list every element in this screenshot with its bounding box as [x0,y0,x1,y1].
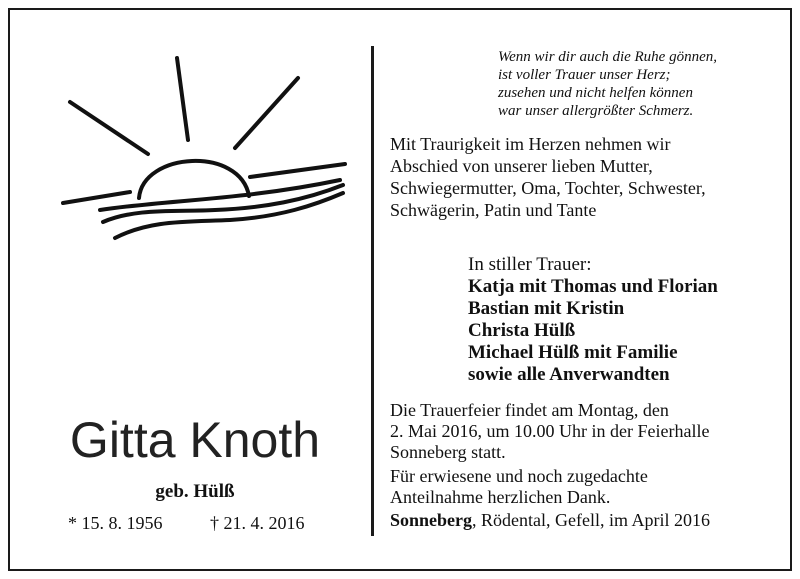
poem-line: ist voller Trauer unser Herz; [498,67,671,83]
place-rest: , Rödental, Gefell, im April 2016 [472,510,710,530]
funeral-line: Die Trauerfeier findet am Montag, den [390,400,669,420]
birth-date: * 15. 8. 1956 [68,513,163,533]
birth-name: geb. Hülß [155,481,235,502]
mourner-name: Katja mit Thomas und Florian [468,276,718,297]
sunset-sun-icon [55,50,355,250]
mourners-heading: In stiller Trauer: [468,254,592,275]
deceased-name: Gitta Knoth [69,412,321,468]
funeral-line: Sonneberg statt. [390,442,506,462]
funeral-info [390,400,785,463]
mourner-name: Christa Hülß [468,320,576,341]
death-date: † 21. 4. 2016 [210,513,305,533]
farewell-line: Mit Traurigkeit im Herzen nehmen wir [390,134,671,154]
thanks-text [390,466,785,508]
mourner-name: Michael Hülß mit Familie [468,342,678,363]
column-divider [371,46,374,536]
place-date-line [390,509,790,531]
funeral-line: 2. Mai 2016, um 10.00 Uhr in der Feierhalle [390,421,710,441]
life-dates [68,511,318,535]
poem-line: war unser allergrößter Schmerz. [498,103,694,119]
farewell-text [390,133,785,221]
mourner-name: sowie alle Anverwandten [468,364,670,385]
farewell-line: Abschied von unserer lieben Mutter, [390,156,653,176]
place-name: Sonneberg [390,510,473,530]
mourner-name: Bastian mit Kristin [468,298,625,319]
poem-line: zusehen und nicht helfen können [498,85,693,101]
memorial-poem [498,48,783,120]
thanks-line: Anteilnahme herzlichen Dank. [390,487,611,507]
farewell-line: Schwiegermutter, Oma, Tochter, Schwester, [390,178,706,198]
poem-line: Wenn wir dir auch die Ruhe gönnen, [498,49,718,65]
mourners-list [468,254,788,386]
farewell-line: Schwägerin, Patin und Tante [390,200,597,220]
thanks-line: Für erwiesene und noch zugedachte [390,466,648,486]
